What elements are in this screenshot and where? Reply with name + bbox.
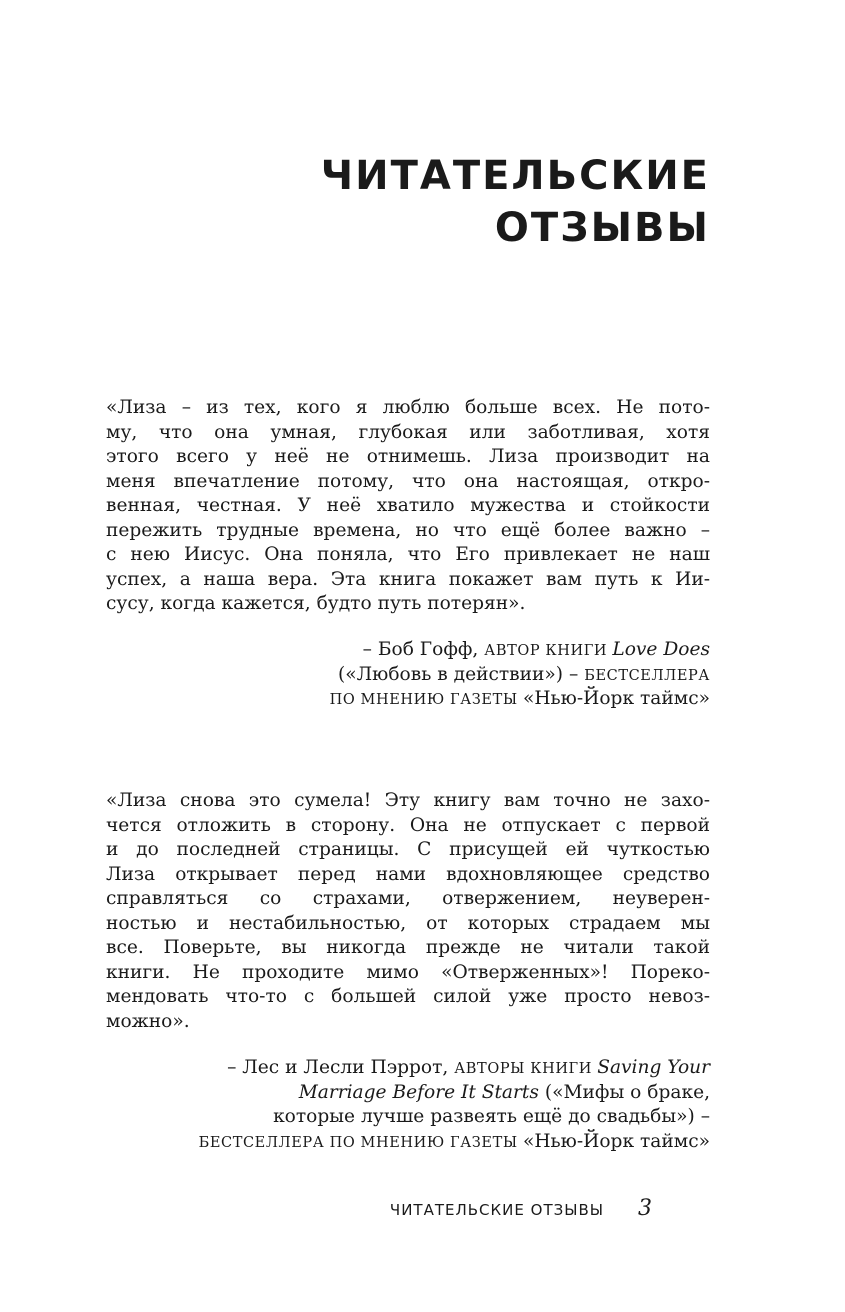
attribution-author: – Лес и Лесли Пэррот,: [227, 1057, 455, 1078]
attribution-book-title: Love Does: [612, 639, 710, 660]
attribution-newspaper: «Нью-Йорк таймс»: [522, 1130, 710, 1152]
attribution-newspaper: «Нью-Йорк таймс»: [522, 688, 710, 709]
review-attribution-1: [130, 638, 710, 712]
quote-line: ностью и нестабильностью, от которых страдаем мы: [106, 912, 710, 934]
quote-line: венная, честная. У неё хватило мужества и стойкости: [106, 495, 710, 516]
quote-line: книги. Не проходите мимо «Отверженных»! Пореко-: [106, 961, 710, 983]
attribution-book-title: Saving Your: [597, 1057, 710, 1078]
quote-line: и до последней страницы. С присущей ей чуткостью: [106, 839, 710, 860]
quote-line: му, что она умная, глубокая или заботливая, хотя: [106, 421, 710, 443]
page-footer: [300, 1196, 652, 1221]
quote-line: с нею Иисус. Она поняла, что Его привлекает не наш: [106, 544, 710, 565]
quote-line: этого всего у неё не отнимешь. Лиза производит на: [106, 446, 710, 467]
review-quote-1: [106, 396, 710, 617]
quote-line: успех, а наша вера. Эта книга покажет вам путь к Ии-: [106, 568, 710, 590]
attribution-role: АВТОРЫ КНИГИ: [454, 1061, 598, 1077]
attribution-author: – Боб Гофф,: [362, 639, 485, 660]
quote-line: «Лиза снова это сумела! Эту книгу вам точно не захо-: [106, 790, 710, 811]
attribution-translation: («Мифы о браке,: [538, 1081, 710, 1103]
page-title: ЧИТАТЕЛЬСКИЕ ОТЗЫВЫ: [320, 153, 710, 251]
running-head: ЧИТАТЕЛЬСКИЕ ОТЗЫВЫ: [389, 1201, 604, 1219]
quote-line: справляться со страхами, отвержением, неуверен-: [106, 888, 710, 909]
quote-line: пережить трудные времена, но что ещё более важно –: [106, 519, 710, 541]
attribution-translation-cont: которые лучше развеять ещё до свадьбы») –: [273, 1106, 710, 1127]
quote-line: чется отложить в сторону. Она не отпускает с первой: [106, 814, 710, 836]
quote-line: мендовать что-то с большей силой уже просто невоз-: [106, 986, 710, 1007]
quote-line: сусу, когда кажется, будто путь потерян».: [106, 593, 526, 614]
review-quote-2: [106, 789, 710, 1034]
attribution-bestseller: БЕСТСЕЛЛЕРА: [584, 667, 710, 684]
quote-line: «Лиза – из тех, кого я люблю больше всех. Не пото-: [106, 397, 710, 418]
quote-line: можно».: [106, 1010, 190, 1032]
attribution-bestseller: БЕСТСЕЛЛЕРА ПО МНЕНИЮ ГАЗЕТЫ: [198, 1134, 523, 1151]
quote-line: все. Поверьте, вы никогда прежде не читали такой: [106, 937, 710, 958]
attribution-source-prefix: ПО МНЕНИЮ ГАЗЕТЫ: [329, 692, 523, 708]
review-attribution-2: [130, 1056, 710, 1154]
attribution-role: АВТОР КНИГИ: [484, 643, 613, 659]
quote-line: меня впечатление потому, что она настоящая, откро-: [106, 470, 710, 492]
quote-line: Лиза открывает перед нами вдохновляющее средство: [106, 863, 710, 885]
attribution-book-title-cont: Marriage Before It Starts: [298, 1081, 539, 1103]
attribution-translation: («Любовь в действии») –: [338, 663, 585, 685]
page-number: 3: [638, 1196, 652, 1221]
